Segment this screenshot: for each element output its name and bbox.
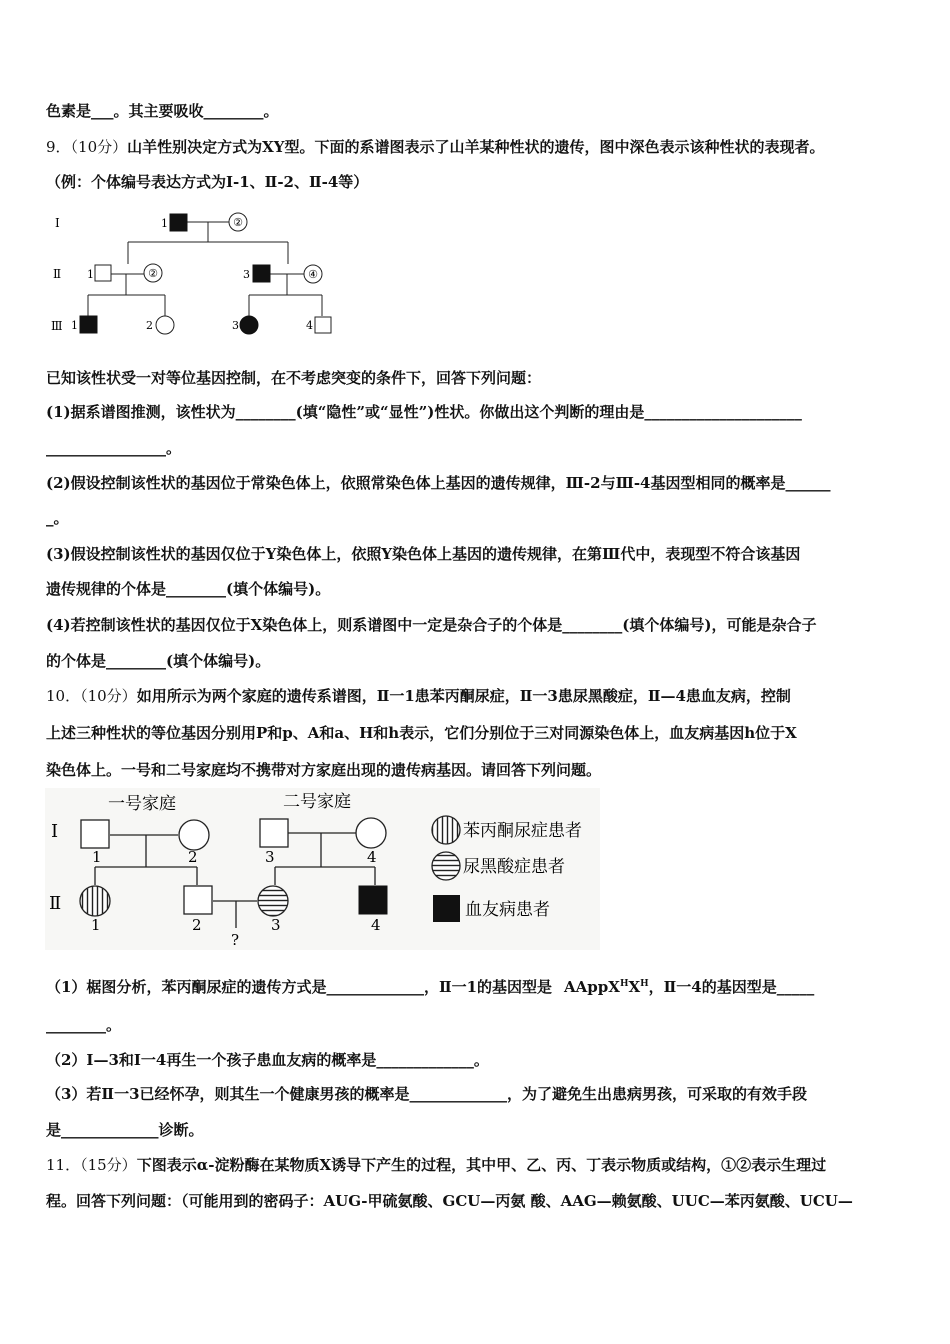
q9-id-II2: ② (148, 267, 158, 280)
q9-score: （10分） (70, 138, 128, 156)
q10-I1-male (81, 820, 109, 848)
q10-part3-a: （3）若Ⅱ一3已经怀孕，则其生一个健康男孩的概率是_____________，为了避免生出患病男孩，可采取的有效手段 (46, 1085, 808, 1103)
q9-part3-a: (3)假设控制该性状的基因仅位于Y染色体上，依照Y染色体上基因的遗传规律，在第Ⅲ代中，表现型不符合该基因 (46, 545, 801, 563)
q9-III3-affected-female (240, 316, 258, 334)
q8-tail-line: 色素是___。其主要吸收________。 (46, 102, 279, 120)
q11-intro-1: 下图表示α-淀粉酶在某物质X诱导下产生的过程，其中甲、乙、丙、丁表示物质或结构，①②表示生理过 (136, 1156, 827, 1174)
q10-legend-hemophilia-symbol (433, 895, 460, 922)
q10-id-II3: 3 (271, 916, 281, 934)
q9-id-II1: 1 (87, 268, 94, 281)
q9-part2-a: (2)假设控制该性状的基因位于常染色体上，依照常染色体上基因的遗传规律，Ⅲ-2与Ⅲ-4基因型相同的概率是______ (46, 474, 831, 492)
q9-part1-b: ________________。 (46, 439, 182, 457)
q9-II1-male (95, 265, 111, 281)
q10-II1-pku-female (80, 886, 110, 916)
q10-legend-alkaptonuria: 尿黑酸症患者 (463, 857, 565, 877)
q10-II2-male (184, 886, 212, 914)
q9-part3-b: 遗传规律的个体是________(填个体编号)。 (46, 580, 331, 598)
q10-score: （10分） (80, 687, 137, 705)
q10-part1-b: ________。 (46, 1016, 122, 1034)
q9-part1-a: (1)据系谱图推测，该性状为________(填“隐性”或“显性”)性状。你做出这个判断的理由是_____________________ (46, 403, 802, 421)
q9-id-III3: 3 (232, 319, 239, 332)
q10-intro-1: 如用所示为两个家庭的遗传系谱图，Ⅱ一1患苯丙酮尿症，Ⅱ一3患尿黑酸症，Ⅱ—4患血友病，控制 (136, 687, 791, 705)
q9-id-III4: 4 (306, 319, 313, 332)
q9-intro-line (46, 137, 825, 157)
q9-part2-b: _。 (46, 509, 69, 527)
q10-II3-alkaptonuria-female (258, 886, 288, 916)
q11-number: 11． (46, 1156, 81, 1174)
q10-II4-hemophilia-male (359, 886, 387, 914)
q9-id-I1: 1 (161, 217, 168, 230)
q9-id-II4: ④ (308, 268, 318, 281)
q9-gen-label-3: Ⅲ (51, 319, 63, 333)
q10-id-I1: 1 (92, 848, 102, 866)
q9-number: 9． (46, 138, 71, 156)
q9-gen-label-2: Ⅱ (53, 267, 62, 281)
q10-id-I3: 3 (265, 848, 275, 866)
q9-part4-b: 的个体是________(填个体编号)。 (46, 652, 271, 670)
q10-id-II1: 1 (91, 916, 101, 934)
q9-example: （例：个体编号表达方式为Ⅰ-1、Ⅱ-2、Ⅱ-4等） (46, 173, 369, 191)
q11-score: （15分） (80, 1156, 137, 1174)
q10-part1-post: ，Ⅱ一4的基因型是_____ (648, 978, 815, 996)
q11-intro-line-1 (46, 1155, 826, 1175)
q9-known: 已知该性状受一对等位基因控制，在不考虑突变的条件下，回答下列问题： (46, 369, 542, 387)
q9-III1-affected-male (80, 316, 97, 333)
q10-legend-hemophilia: 血友病患者 (465, 900, 550, 920)
q10-legend-alkaptonuria-symbol (432, 852, 460, 880)
q10-id-II2: 2 (192, 916, 202, 934)
q10-legend-pku: 苯丙酮尿症患者 (463, 821, 582, 841)
q10-I4-female (356, 818, 386, 848)
q10-id-II4: 4 (371, 916, 381, 934)
q9-id-I2: ② (233, 216, 243, 229)
q10-part1-pre: （1）椐图分析，苯丙酮尿症的遗传方式是_____________，Ⅱ一1的基因型是 (46, 978, 553, 996)
q10-family1-label: 一号家庭 (108, 794, 176, 814)
q10-intro-2: 上述三种性状的等位基因分别用P和p、A和a、H和h表示，它们分别位于三对同源染色体上，血友病基因h位于X (46, 724, 797, 742)
q10-intro-3: 染色体上。一号和二号家庭均不携带对方家庭出现的遗传病基因。请回答下列问题。 (46, 761, 602, 779)
q10-legend-pku-symbol (432, 816, 460, 844)
q9-id-II3: 3 (243, 268, 250, 281)
q10-II1-genotype: $AAppX^HX^H$ (564, 978, 649, 996)
q9-gen-label-1: Ⅰ (55, 216, 60, 230)
q10-I3-male (260, 819, 288, 847)
q9-intro: 山羊性别决定方式为XY型。下面的系谱图表示了山羊某种性状的遗传，图中深色表示该种性状的表现者。 (127, 138, 825, 156)
q9-I1-affected-male (170, 214, 187, 231)
q9-II3-affected-male (253, 265, 270, 282)
q10-part3-b: 是_____________诊断。 (46, 1121, 204, 1139)
q10-gen-label-2: Ⅱ (49, 893, 62, 914)
q9-III2-female (156, 316, 174, 334)
q10-I2-female (179, 820, 209, 850)
q10-family2-label: 二号家庭 (283, 792, 351, 812)
q9-part4-a: (4)若控制该性状的基因仅位于X染色体上，则系谱图中一定是杂合子的个体是________(填个体编号)，可能是杂合子 (46, 616, 817, 634)
q10-part1-a (46, 977, 814, 997)
q10-unknown-child: ? (231, 931, 240, 949)
q10-intro-line-1 (46, 686, 791, 706)
q9-pedigree-diagram (40, 205, 350, 340)
q10-gen-label-1: Ⅰ (51, 821, 59, 842)
q10-part2: （2）Ⅰ—3和Ⅰ一4再生一个孩子患血友病的概率是_____________。 (46, 1051, 489, 1069)
q9-id-III1: 1 (71, 319, 78, 332)
q10-id-I2: 2 (188, 848, 198, 866)
q10-pedigree-diagram (45, 788, 600, 950)
q9-id-III2: 2 (146, 319, 153, 332)
q9-III4-male (315, 317, 331, 333)
q10-id-I4: 4 (367, 848, 377, 866)
q11-intro-2: 程。回答下列问题：（可能用到的密码子：AUG-甲硫氨酸、GCU—丙氨 酸、AAG—赖氨酸、UUC—苯丙氨酸、UCU— (46, 1192, 853, 1210)
q10-number: 10． (46, 687, 81, 705)
